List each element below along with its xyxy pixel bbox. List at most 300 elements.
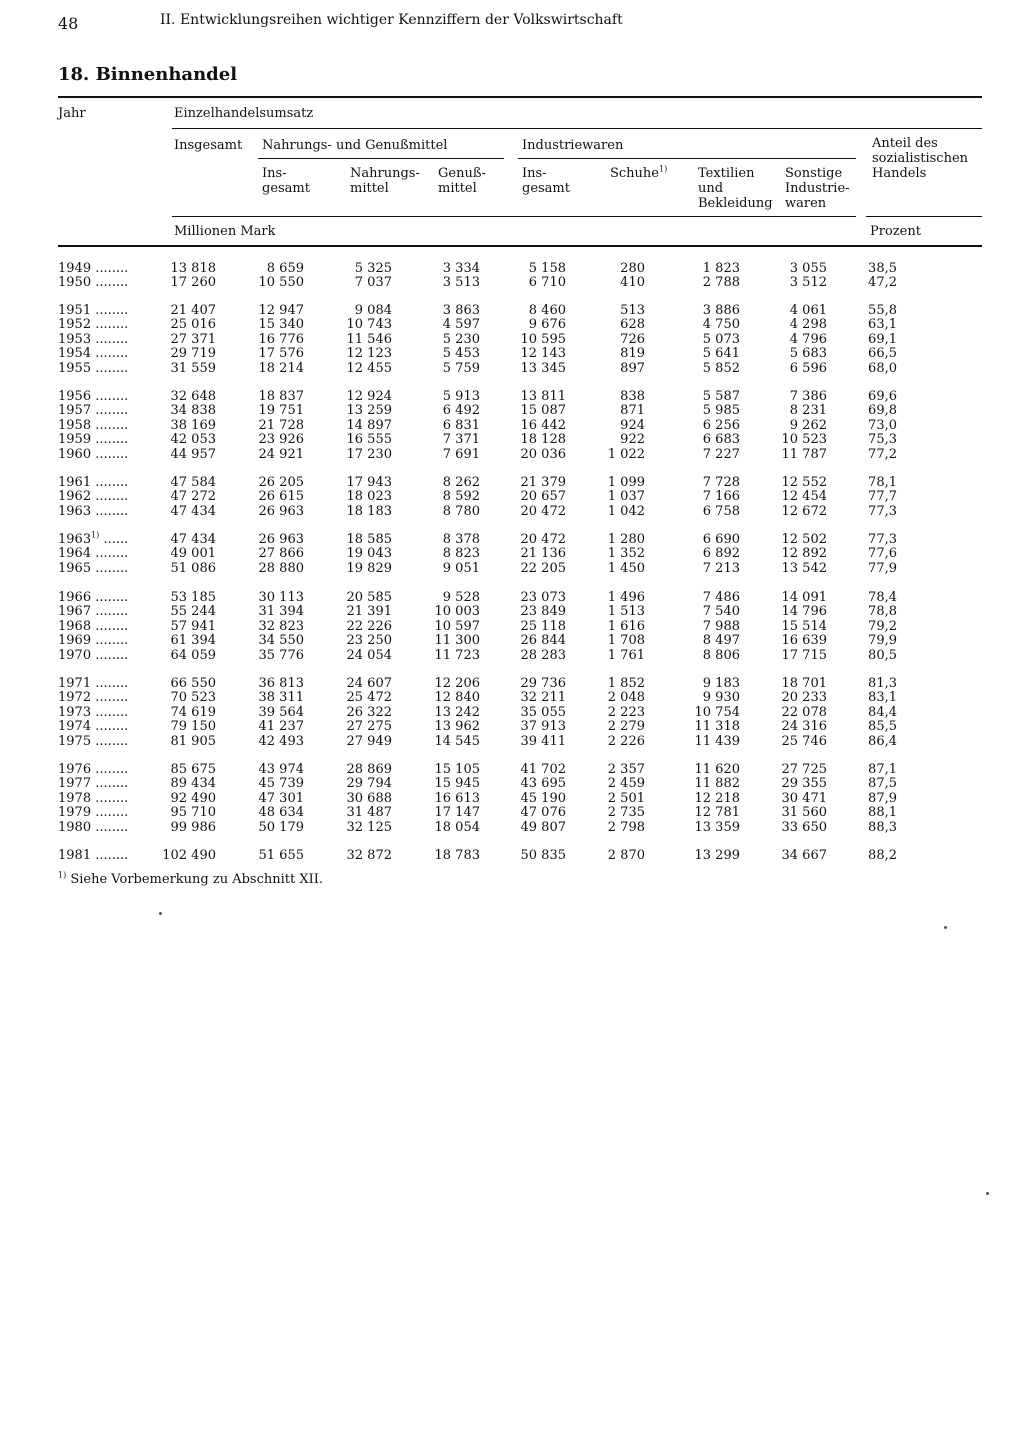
cell-einzelhandel-insgesamt: 74 619 xyxy=(170,704,216,720)
cell-einzelhandel-insgesamt: 13 818 xyxy=(170,261,216,276)
row-year-text: 1975 ........ xyxy=(58,733,129,749)
cell-schuhe: 2 459 xyxy=(607,776,645,792)
cell-anteil-prozent: 79,9 xyxy=(868,633,897,649)
cell-textilien: 7 227 xyxy=(702,446,740,462)
cell-anteil-prozent: 77,3 xyxy=(868,503,897,519)
cell-einzelhandel-insgesamt: 81 905 xyxy=(170,733,216,749)
cell-nahrungsmittel: 28 869 xyxy=(346,762,392,777)
cell-einzelhandel-insgesamt: 32 648 xyxy=(170,389,216,404)
cell-anteil-prozent: 78,4 xyxy=(868,590,897,605)
cell-schuhe: 513 xyxy=(620,303,645,318)
cell-iw-insgesamt: 49 807 xyxy=(520,819,566,835)
cell-textilien: 7 166 xyxy=(702,489,740,505)
row-year xyxy=(58,333,128,348)
header-anteil xyxy=(872,136,968,181)
footnote-text: Siehe Vorbemerkung zu Abschnitt XII. xyxy=(66,872,324,887)
cell-einzelhandel-insgesamt: 42 053 xyxy=(170,432,216,448)
running-head: II. Entwicklungsreihen wichtiger Kennziffern der Volkswirtschaft xyxy=(160,12,623,28)
cell-textilien: 12 781 xyxy=(694,805,740,821)
cell-nahrungsmittel: 30 688 xyxy=(346,790,392,806)
header-industriewaren: Industriewaren xyxy=(522,138,624,153)
cell-einzelhandel-insgesamt: 29 719 xyxy=(170,346,216,362)
cell-ng-insgesamt: 12 947 xyxy=(258,303,304,318)
cell-sonstige: 24 316 xyxy=(781,719,827,735)
cell-sonstige: 3 512 xyxy=(789,275,827,291)
cell-schuhe: 1 708 xyxy=(607,633,645,649)
cell-sonstige: 15 514 xyxy=(781,618,827,634)
cell-iw-insgesamt: 21 136 xyxy=(520,546,566,562)
row-year xyxy=(58,362,128,377)
row-year-text: 1965 ........ xyxy=(58,560,129,576)
cell-genussmittel: 12 840 xyxy=(434,690,480,706)
cell-nahrungsmittel: 10 743 xyxy=(346,317,392,333)
row-year xyxy=(58,677,128,692)
header-genussmittel-line1: Genuß- xyxy=(438,166,486,181)
scan-speck xyxy=(986,1192,989,1195)
header-nahrungsmittel-line2: mittel xyxy=(350,181,389,196)
cell-iw-insgesamt: 43 695 xyxy=(520,776,566,792)
cell-nahrungsmittel: 32 125 xyxy=(346,819,392,835)
cell-textilien: 9 183 xyxy=(702,676,740,691)
cell-genussmittel: 16 613 xyxy=(434,790,480,806)
cell-schuhe: 924 xyxy=(620,417,645,433)
cell-anteil-prozent: 79,2 xyxy=(868,618,897,634)
cell-anteil-prozent: 81,3 xyxy=(868,676,897,691)
cell-sonstige: 4 298 xyxy=(789,317,827,333)
cell-anteil-prozent: 69,6 xyxy=(868,389,897,404)
cell-nahrungsmittel: 12 455 xyxy=(346,360,392,376)
cell-genussmittel: 11 723 xyxy=(434,647,480,663)
cell-schuhe: 280 xyxy=(620,261,645,276)
cell-schuhe: 2 501 xyxy=(607,790,645,806)
row-year-text: 1950 ........ xyxy=(58,275,129,291)
cell-sonstige: 8 231 xyxy=(789,403,827,419)
cell-sonstige: 27 725 xyxy=(781,762,827,777)
header-anteil-line1: Anteil des xyxy=(872,136,938,151)
cell-nahrungsmittel: 9 084 xyxy=(354,303,392,318)
row-year xyxy=(58,318,128,333)
cell-einzelhandel-insgesamt: 25 016 xyxy=(170,317,216,333)
row-year xyxy=(58,562,128,577)
row-year xyxy=(58,530,129,548)
cell-iw-insgesamt: 18 128 xyxy=(520,432,566,448)
cell-genussmittel: 5 913 xyxy=(442,389,480,404)
cell-ng-insgesamt: 30 113 xyxy=(258,590,304,605)
cell-iw-insgesamt: 13 811 xyxy=(520,389,566,404)
cell-genussmittel: 11 300 xyxy=(434,633,480,649)
cell-sonstige: 30 471 xyxy=(781,790,827,806)
header-schuhe xyxy=(610,166,667,181)
row-year-text: 1951 ........ xyxy=(58,303,129,318)
cell-iw-insgesamt: 6 710 xyxy=(528,275,566,291)
row-year xyxy=(58,433,128,448)
header-schuhe-label: Schuhe xyxy=(610,166,659,181)
cell-textilien: 6 758 xyxy=(702,503,740,519)
cell-ng-insgesamt: 26 963 xyxy=(258,503,304,519)
cell-textilien: 5 852 xyxy=(702,360,740,376)
row-year-text: 1957 ........ xyxy=(58,403,129,419)
cell-schuhe: 2 798 xyxy=(607,819,645,835)
cell-genussmittel: 15 105 xyxy=(434,762,480,777)
cell-einzelhandel-insgesamt: 47 272 xyxy=(170,489,216,505)
cell-iw-insgesamt: 20 472 xyxy=(520,503,566,519)
row-year-text: 1980 ........ xyxy=(58,819,129,835)
cell-genussmittel: 8 592 xyxy=(442,489,480,505)
cell-sonstige: 12 892 xyxy=(781,546,827,562)
header-genussmittel-line2: mittel xyxy=(438,181,477,196)
row-year-text: 1962 ........ xyxy=(58,489,129,505)
cell-schuhe: 1 280 xyxy=(607,532,645,547)
cell-anteil-prozent: 85,5 xyxy=(868,719,897,735)
cell-nahrungsmittel: 24 607 xyxy=(346,676,392,691)
cell-schuhe: 2 048 xyxy=(607,690,645,706)
row-year-text: 1960 ........ xyxy=(58,446,129,462)
cell-einzelhandel-insgesamt: 17 260 xyxy=(170,275,216,291)
cell-textilien: 7 728 xyxy=(702,475,740,490)
cell-ng-insgesamt: 26 615 xyxy=(258,489,304,505)
cell-einzelhandel-insgesamt: 92 490 xyxy=(170,790,216,806)
footnote-marker: 1) xyxy=(58,870,67,880)
cell-schuhe: 1 037 xyxy=(607,489,645,505)
cell-genussmittel: 6 831 xyxy=(442,417,480,433)
cell-ng-insgesamt: 19 751 xyxy=(258,403,304,419)
cell-anteil-prozent: 80,5 xyxy=(868,647,897,663)
cell-sonstige: 33 650 xyxy=(781,819,827,835)
cell-iw-insgesamt: 8 460 xyxy=(528,303,566,318)
header-ng-insgesamt xyxy=(262,166,310,196)
cell-textilien: 7 540 xyxy=(702,604,740,620)
row-year xyxy=(58,806,128,821)
unit-millionen-mark: Millionen Mark xyxy=(174,224,276,239)
cell-nahrungsmittel: 11 546 xyxy=(346,331,392,347)
cell-ng-insgesamt: 34 550 xyxy=(258,633,304,649)
row-year xyxy=(58,276,128,291)
cell-einzelhandel-insgesamt: 95 710 xyxy=(170,805,216,821)
cell-ng-insgesamt: 18 837 xyxy=(258,389,304,404)
cell-schuhe: 922 xyxy=(620,432,645,448)
cell-genussmittel: 13 962 xyxy=(434,719,480,735)
cell-schuhe: 871 xyxy=(620,403,645,419)
cell-schuhe: 1 496 xyxy=(607,590,645,605)
cell-nahrungsmittel: 16 555 xyxy=(346,432,392,448)
cell-genussmittel: 18 054 xyxy=(434,819,480,835)
row-year xyxy=(58,821,128,836)
cell-nahrungsmittel: 12 123 xyxy=(346,346,392,362)
cell-einzelhandel-insgesamt: 21 407 xyxy=(170,303,216,318)
cell-einzelhandel-insgesamt: 49 001 xyxy=(170,546,216,562)
header-anteil-line2: sozialistischen xyxy=(872,151,969,166)
cell-ng-insgesamt: 26 205 xyxy=(258,475,304,490)
cell-genussmittel: 5 230 xyxy=(442,331,480,347)
cell-anteil-prozent: 83,1 xyxy=(868,690,897,706)
cell-sonstige: 22 078 xyxy=(781,704,827,720)
cell-genussmittel: 3 334 xyxy=(442,261,480,276)
cell-iw-insgesamt: 5 158 xyxy=(528,261,566,276)
cell-nahrungsmittel: 18 585 xyxy=(346,532,392,547)
row-year-text: 1955 ........ xyxy=(58,360,129,376)
cell-anteil-prozent: 77,2 xyxy=(868,446,897,462)
cell-sonstige: 4 061 xyxy=(789,303,827,318)
cell-einzelhandel-insgesamt: 99 986 xyxy=(170,819,216,835)
row-year xyxy=(58,777,128,792)
row-year xyxy=(58,792,128,807)
row-year xyxy=(58,605,128,620)
cell-textilien: 11 620 xyxy=(694,762,740,777)
cell-iw-insgesamt: 39 411 xyxy=(520,733,566,749)
cell-iw-insgesamt: 26 844 xyxy=(520,633,566,649)
cell-anteil-prozent: 78,1 xyxy=(868,475,897,490)
cell-sonstige: 14 796 xyxy=(781,604,827,620)
row-year-text: 1954 ........ xyxy=(58,346,129,362)
cell-anteil-prozent: 63,1 xyxy=(868,317,897,333)
cell-textilien: 5 073 xyxy=(702,331,740,347)
cell-nahrungsmittel: 14 897 xyxy=(346,417,392,433)
cell-einzelhandel-insgesamt: 34 838 xyxy=(170,403,216,419)
cell-iw-insgesamt: 45 190 xyxy=(520,790,566,806)
cell-ng-insgesamt: 18 214 xyxy=(258,360,304,376)
cell-nahrungsmittel: 13 259 xyxy=(346,403,392,419)
cell-ng-insgesamt: 36 813 xyxy=(258,676,304,691)
cell-schuhe: 1 099 xyxy=(607,475,645,490)
cell-nahrungsmittel: 7 037 xyxy=(354,275,392,291)
row-year-text: 1976 ........ xyxy=(58,762,129,777)
cell-nahrungsmittel: 17 230 xyxy=(346,446,392,462)
cell-nahrungsmittel: 20 585 xyxy=(346,590,392,605)
cell-iw-insgesamt: 28 283 xyxy=(520,647,566,663)
cell-textilien: 4 750 xyxy=(702,317,740,333)
cell-anteil-prozent: 68,0 xyxy=(868,360,897,376)
rule-under-subheads xyxy=(172,216,856,217)
cell-genussmittel: 8 823 xyxy=(442,546,480,562)
cell-nahrungsmittel: 17 943 xyxy=(346,475,392,490)
cell-genussmittel: 14 545 xyxy=(434,733,480,749)
row-year xyxy=(58,476,128,491)
cell-genussmittel: 18 783 xyxy=(434,848,480,863)
cell-ng-insgesamt: 48 634 xyxy=(258,805,304,821)
row-year xyxy=(58,547,128,562)
cell-schuhe: 1 352 xyxy=(607,546,645,562)
cell-textilien: 10 754 xyxy=(694,704,740,720)
cell-textilien: 8 497 xyxy=(702,633,740,649)
cell-schuhe: 2 226 xyxy=(607,733,645,749)
cell-anteil-prozent: 88,2 xyxy=(868,848,897,863)
header-iw-insgesamt xyxy=(522,166,570,196)
cell-iw-insgesamt: 13 345 xyxy=(520,360,566,376)
cell-ng-insgesamt: 16 776 xyxy=(258,331,304,347)
header-sonstige xyxy=(785,166,850,211)
cell-textilien: 6 683 xyxy=(702,432,740,448)
cell-genussmittel: 8 262 xyxy=(442,475,480,490)
cell-iw-insgesamt: 20 036 xyxy=(520,446,566,462)
cell-textilien: 12 218 xyxy=(694,790,740,806)
row-year xyxy=(58,404,128,419)
cell-genussmittel: 8 780 xyxy=(442,503,480,519)
cell-textilien: 11 439 xyxy=(694,733,740,749)
row-year-text: 1963 ........ xyxy=(58,503,129,519)
row-year xyxy=(58,390,128,405)
cell-genussmittel: 7 371 xyxy=(442,432,480,448)
cell-iw-insgesamt: 37 913 xyxy=(520,719,566,735)
cell-iw-insgesamt: 25 118 xyxy=(520,618,566,634)
cell-iw-insgesamt: 20 657 xyxy=(520,489,566,505)
row-year xyxy=(58,849,128,864)
cell-anteil-prozent: 55,8 xyxy=(868,303,897,318)
row-year xyxy=(58,304,128,319)
row-year-text: 1959 ........ xyxy=(58,432,129,448)
cell-anteil-prozent: 69,8 xyxy=(868,403,897,419)
cell-einzelhandel-insgesamt: 47 434 xyxy=(170,503,216,519)
cell-sonstige: 20 233 xyxy=(781,690,827,706)
row-year-text: 1978 ........ xyxy=(58,790,129,806)
row-year xyxy=(58,649,128,664)
cell-einzelhandel-insgesamt: 31 559 xyxy=(170,360,216,376)
cell-textilien: 5 587 xyxy=(702,389,740,404)
row-year xyxy=(58,720,128,735)
cell-anteil-prozent: 86,4 xyxy=(868,733,897,749)
cell-iw-insgesamt: 47 076 xyxy=(520,805,566,821)
cell-nahrungsmittel: 18 183 xyxy=(346,503,392,519)
cell-genussmittel: 10 003 xyxy=(434,604,480,620)
cell-anteil-prozent: 66,5 xyxy=(868,346,897,362)
cell-schuhe: 819 xyxy=(620,346,645,362)
row-year-text: 1972 ........ xyxy=(58,690,129,706)
rule-under-units xyxy=(58,245,982,247)
cell-iw-insgesamt: 21 379 xyxy=(520,475,566,490)
row-year-text: 1949 ........ xyxy=(58,261,129,276)
cell-einzelhandel-insgesamt: 27 371 xyxy=(170,331,216,347)
row-year-text: 1953 ........ xyxy=(58,331,129,347)
cell-einzelhandel-insgesamt: 51 086 xyxy=(170,560,216,576)
row-year xyxy=(58,490,128,505)
cell-textilien: 13 359 xyxy=(694,819,740,835)
cell-ng-insgesamt: 50 179 xyxy=(258,819,304,835)
cell-anteil-prozent: 77,6 xyxy=(868,546,897,562)
cell-ng-insgesamt: 24 921 xyxy=(258,446,304,462)
cell-genussmittel: 5 759 xyxy=(442,360,480,376)
cell-einzelhandel-insgesamt: 38 169 xyxy=(170,417,216,433)
cell-sonstige: 14 091 xyxy=(781,590,827,605)
cell-sonstige: 31 560 xyxy=(781,805,827,821)
cell-ng-insgesamt: 10 550 xyxy=(258,275,304,291)
cell-anteil-prozent: 87,1 xyxy=(868,762,897,777)
cell-textilien: 8 806 xyxy=(702,647,740,663)
cell-genussmittel: 10 597 xyxy=(434,618,480,634)
row-year-text: 1979 ........ xyxy=(58,805,129,821)
cell-ng-insgesamt: 32 823 xyxy=(258,618,304,634)
row-year xyxy=(58,448,128,463)
scan-speck xyxy=(944,926,947,929)
cell-ng-insgesamt: 26 963 xyxy=(258,532,304,547)
cell-iw-insgesamt: 22 205 xyxy=(520,560,566,576)
cell-schuhe: 1 450 xyxy=(607,560,645,576)
cell-textilien: 5 985 xyxy=(702,403,740,419)
cell-sonstige: 12 454 xyxy=(781,489,827,505)
cell-textilien: 7 213 xyxy=(702,560,740,576)
row-year xyxy=(58,347,128,362)
unit-prozent: Prozent xyxy=(870,224,921,239)
row-year xyxy=(58,735,128,750)
header-anteil-line3: Handels xyxy=(872,166,927,181)
row-year-text: 1973 ........ xyxy=(58,704,129,720)
row-year xyxy=(58,706,128,721)
header-schuhe-footnote-ref: 1) xyxy=(659,164,668,174)
cell-textilien: 13 299 xyxy=(694,848,740,863)
cell-ng-insgesamt: 35 776 xyxy=(258,647,304,663)
cell-textilien: 11 318 xyxy=(694,719,740,735)
header-nahrungs-genussmittel: Nahrungs- und Genußmittel xyxy=(262,138,448,153)
scan-speck xyxy=(159,912,162,915)
cell-iw-insgesamt: 41 702 xyxy=(520,762,566,777)
cell-sonstige: 6 596 xyxy=(789,360,827,376)
cell-nahrungsmittel: 23 250 xyxy=(346,633,392,649)
cell-iw-insgesamt: 16 442 xyxy=(520,417,566,433)
cell-ng-insgesamt: 42 493 xyxy=(258,733,304,749)
cell-genussmittel: 3 513 xyxy=(442,275,480,291)
row-year xyxy=(58,634,128,649)
row-year xyxy=(58,691,128,706)
cell-ng-insgesamt: 28 880 xyxy=(258,560,304,576)
cell-iw-insgesamt: 23 073 xyxy=(520,590,566,605)
rule-under-nahrungs xyxy=(258,158,504,159)
cell-schuhe: 1 022 xyxy=(607,446,645,462)
row-year-text: 1961 ........ xyxy=(58,475,129,490)
cell-genussmittel: 15 945 xyxy=(434,776,480,792)
row-year-text: 1958 ........ xyxy=(58,417,129,433)
cell-textilien: 1 823 xyxy=(702,261,740,276)
cell-sonstige: 13 542 xyxy=(781,560,827,576)
row-year xyxy=(58,620,128,635)
header-ng-insgesamt-line2: gesamt xyxy=(262,181,310,196)
page-number: 48 xyxy=(58,14,79,33)
cell-iw-insgesamt: 29 736 xyxy=(520,676,566,691)
cell-ng-insgesamt: 31 394 xyxy=(258,604,304,620)
cell-anteil-prozent: 78,8 xyxy=(868,604,897,620)
row-year-text: 1969 ........ xyxy=(58,633,129,649)
row-year-text: 1981 ........ xyxy=(58,848,129,863)
cell-ng-insgesamt: 38 311 xyxy=(258,690,304,706)
cell-ng-insgesamt: 21 728 xyxy=(258,417,304,433)
cell-genussmittel: 8 378 xyxy=(442,532,480,547)
cell-iw-insgesamt: 12 143 xyxy=(520,346,566,362)
cell-schuhe: 2 357 xyxy=(607,762,645,777)
cell-nahrungsmittel: 19 043 xyxy=(346,546,392,562)
cell-nahrungsmittel: 5 325 xyxy=(354,261,392,276)
cell-anteil-prozent: 87,5 xyxy=(868,776,897,792)
row-year-text: 1952 ........ xyxy=(58,317,129,333)
cell-iw-insgesamt: 23 849 xyxy=(520,604,566,620)
row-year-leader: ...... xyxy=(99,532,129,547)
cell-nahrungsmittel: 26 322 xyxy=(346,704,392,720)
row-year xyxy=(58,262,128,277)
cell-schuhe: 2 870 xyxy=(607,848,645,863)
cell-schuhe: 628 xyxy=(620,317,645,333)
cell-ng-insgesamt: 39 564 xyxy=(258,704,304,720)
cell-nahrungsmittel: 31 487 xyxy=(346,805,392,821)
cell-sonstige: 12 672 xyxy=(781,503,827,519)
row-year-text: 1977 ........ xyxy=(58,776,129,792)
cell-einzelhandel-insgesamt: 85 675 xyxy=(170,762,216,777)
cell-textilien: 7 486 xyxy=(702,590,740,605)
row-year-text: 1963 xyxy=(58,532,92,547)
header-nahrungsmittel-line1: Nahrungs- xyxy=(350,166,420,181)
cell-schuhe: 1 616 xyxy=(607,618,645,634)
cell-anteil-prozent: 75,3 xyxy=(868,432,897,448)
cell-einzelhandel-insgesamt: 44 957 xyxy=(170,446,216,462)
cell-anteil-prozent: 84,4 xyxy=(868,704,897,720)
cell-nahrungsmittel: 32 872 xyxy=(346,848,392,863)
cell-anteil-prozent: 38,5 xyxy=(868,261,897,276)
cell-einzelhandel-insgesamt: 47 434 xyxy=(170,532,216,547)
